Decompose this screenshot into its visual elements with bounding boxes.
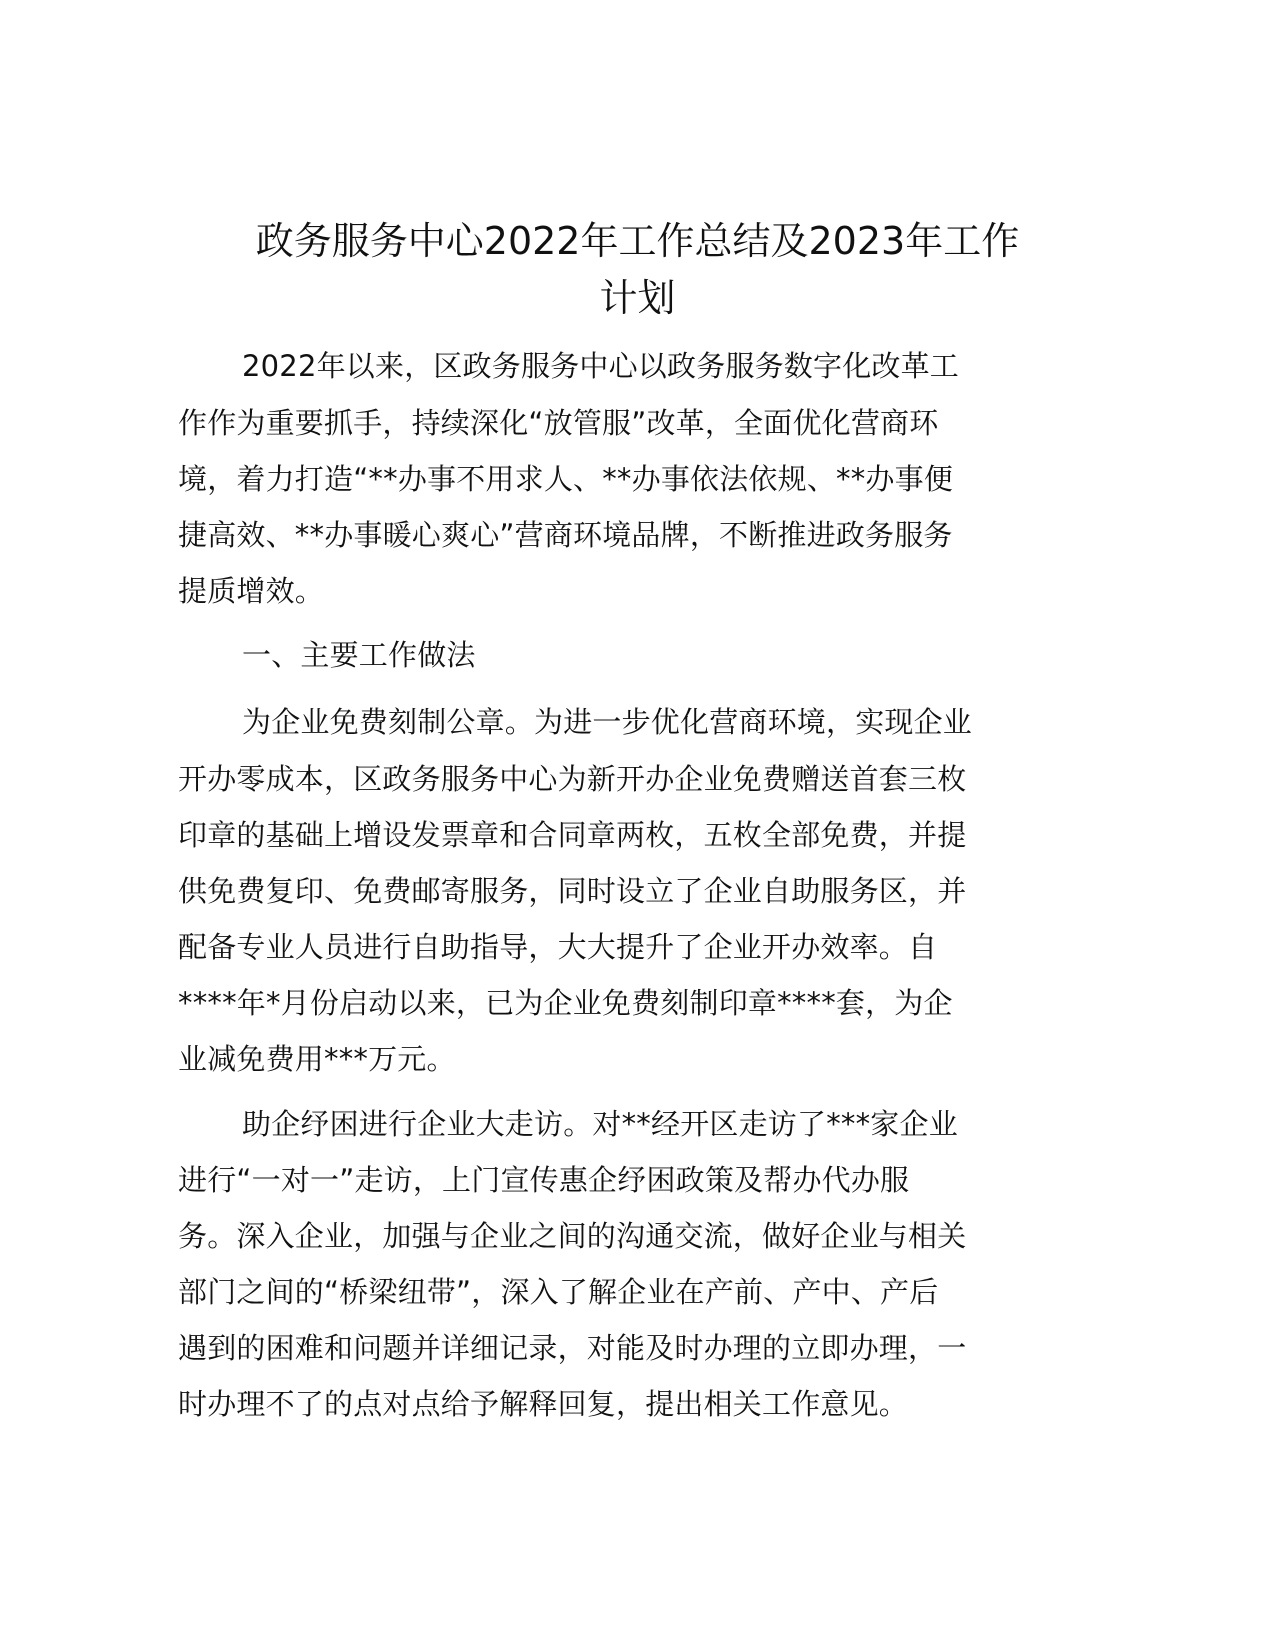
paragraph-1-line-5: 提质增效。	[178, 574, 325, 608]
paragraph-2-line-4: 供免费复印、免费邮寄服务，同时设立了企业自助服务区，并	[178, 874, 967, 908]
paragraph-3-line-4: 部门之间的“桥梁纽带”，深入了解企业在产前、产中、产后	[178, 1275, 939, 1309]
paragraph-1-line-1: 2022年以来，区政务服务中心以政务服务数字化改革工	[242, 349, 960, 383]
paragraph-1-line-2: 作作为重要抓手，持续深化“放管服”改革，全面优化营商环	[178, 406, 939, 440]
title-line-2: 计划	[599, 276, 676, 320]
paragraph-3-line-1: 助企纾困进行企业大走访。对**经开区走访了***家企业	[242, 1107, 958, 1141]
paragraph-2-line-2: 开办零成本，区政务服务中心为新开办企业免费赠送首套三枚	[178, 762, 967, 796]
paragraph-1-line-3: 境，着力打造“**办事不用求人、**办事依法依规、**办事便	[178, 462, 954, 496]
paragraph-3-line-5: 遇到的困难和问题并详细记录，对能及时办理的立即办理，一	[178, 1331, 967, 1365]
section-heading: 一、主要工作做法	[242, 638, 476, 672]
paragraph-2-line-6: ****年*月份启动以来，已为企业免费刻制印章****套，为企	[178, 986, 953, 1020]
paragraph-3-line-2: 进行“一对一”走访，上门宣传惠企纾困政策及帮办代办服	[178, 1163, 910, 1197]
paragraph-2-line-3: 印章的基础上增设发票章和合同章两枚，五枚全部免费，并提	[178, 818, 967, 852]
paragraph-2-line-1: 为企业免费刻制公章。为进一步优化营商环境，实现企业	[242, 705, 973, 739]
paragraph-2-line-5: 配备专业人员进行自助指导，大大提升了企业开办效率。自	[178, 930, 938, 964]
title-line-1: 政务服务中心2022年工作总结及2023年工作	[255, 219, 1020, 263]
paragraph-2-line-7: 业减免费用***万元。	[178, 1042, 456, 1076]
paragraph-3-line-3: 务。深入企业，加强与企业之间的沟通交流，做好企业与相关	[178, 1219, 967, 1253]
paragraph-1-line-4: 捷高效、**办事暖心爽心”营商环境品牌，不断推进政务服务	[178, 518, 953, 552]
paragraph-3-line-6: 时办理不了的点对点给予解释回复，提出相关工作意见。	[178, 1387, 909, 1421]
